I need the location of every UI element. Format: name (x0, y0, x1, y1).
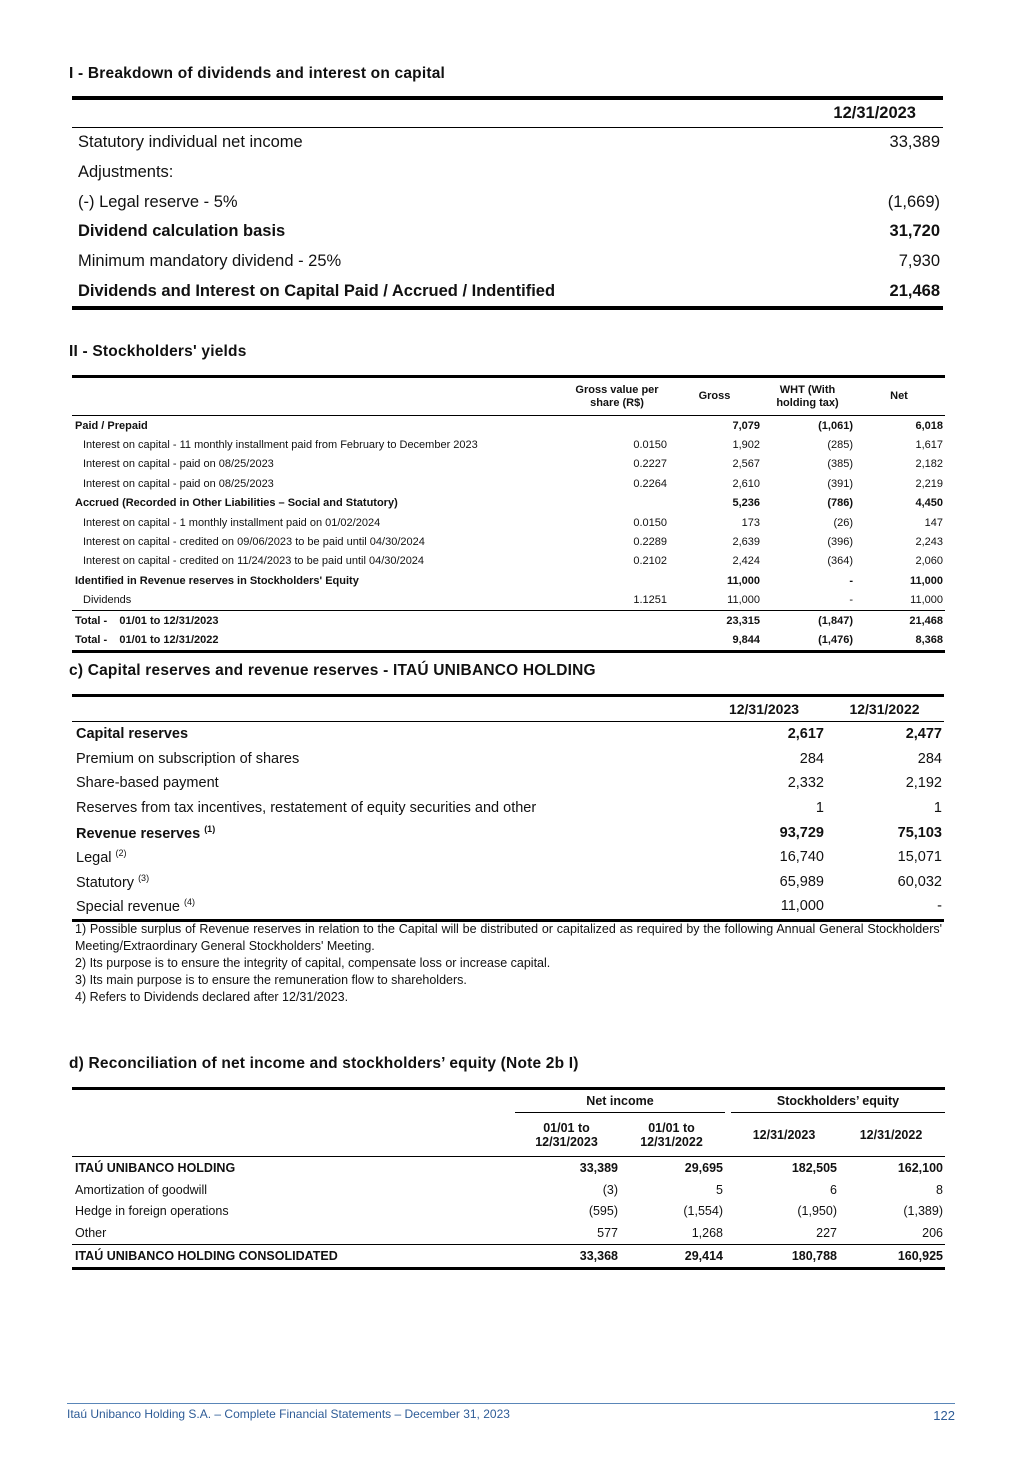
cell-wht: - (849, 574, 853, 587)
row-value: 33,389 (889, 133, 940, 152)
row-label: Reserves from tax incentives, restatement of equity securities and other (76, 800, 537, 817)
table-row (72, 276, 943, 308)
row-value: 7,930 (898, 252, 940, 271)
cell-ni-2023: 33,368 (515, 1245, 620, 1269)
footnote-ref: (1) (204, 823, 216, 834)
table-row (72, 1179, 945, 1201)
cell-net: 11,000 (910, 594, 943, 607)
table-row (72, 217, 943, 247)
cell-net: 6,018 (915, 419, 943, 432)
cell-per-share (567, 571, 669, 590)
row-label: Adjustments: (78, 163, 174, 182)
cell-2023: 11,000 (780, 898, 824, 915)
cell-eq-2022: 160,925 (839, 1245, 945, 1269)
cell-ni-2022: (1,554) (683, 1204, 723, 1219)
cell-wht: (1,847) (762, 610, 855, 630)
cell-gross: 173 (741, 516, 760, 529)
table-row (72, 870, 944, 895)
cell-2022: 75,103 (897, 824, 942, 841)
column-header-ni-2023: 01/01 to 12/31/2023 (515, 1113, 620, 1157)
cell-wht: (1,476) (818, 633, 853, 646)
table-row (72, 416, 945, 436)
row-label: Special revenue (76, 899, 180, 916)
cell-2022: 1 (933, 800, 942, 817)
cell-gross: 2,639 (732, 536, 760, 549)
row-label: Share-based payment (76, 775, 219, 792)
table-row (72, 552, 945, 571)
column-header-date: 12/31/2023 (766, 98, 943, 128)
row-label: Statutory individual net income (78, 133, 303, 152)
row-label: Paid / Prepaid (75, 419, 148, 432)
table-row (72, 771, 944, 796)
row-label: ITAÚ UNIBANCO HOLDING CONSOLIDATED (72, 1245, 515, 1269)
table-row (72, 610, 945, 630)
cell-eq-2022: (1,389) (903, 1204, 943, 1219)
row-value: 21,468 (889, 281, 940, 300)
cell-net: 147 (924, 516, 943, 529)
cell-2023: 93,729 (779, 824, 824, 841)
cell-wht: (1,061) (818, 419, 853, 432)
table-row (72, 796, 944, 821)
section3-title: c) Capital reserves and revenue reserves - ITAÚ UNIBANCO HOLDING (69, 662, 596, 679)
column-header-2023: 12/31/2023 (704, 696, 827, 722)
cell-gross: 11,000 (726, 574, 760, 587)
group-header-equity: Stockholders’ equity (731, 1089, 945, 1113)
cell-2023: 2,332 (787, 775, 824, 792)
cell-2022: 284 (917, 750, 942, 767)
cell-eq-2023: 6 (830, 1182, 837, 1197)
column-header-gross: Gross (669, 377, 762, 416)
cell-2022: - (937, 898, 942, 915)
table-row (72, 187, 943, 217)
table-row (72, 747, 944, 772)
row-label: Legal (76, 850, 112, 867)
row-label: ITAÚ UNIBANCO HOLDING (75, 1160, 236, 1175)
section4-title: d) Reconciliation of net income and stockholders’ equity (Note 2b I) (69, 1055, 579, 1072)
row-label: Dividend calculation basis (78, 222, 286, 241)
cell-eq-2022: 162,100 (897, 1160, 943, 1175)
page-number: 122 (933, 1408, 955, 1423)
row-label: Interest on capital - paid on 08/25/2023 (83, 458, 274, 471)
cell-per-share: 0.2102 (633, 555, 667, 568)
cell-per-share: 0.0150 (633, 516, 667, 529)
table-header-row (72, 98, 943, 128)
footnotes (75, 921, 942, 1006)
cell-2022: 2,477 (905, 726, 942, 743)
cell-ni-2023: (595) (588, 1204, 618, 1219)
cell-gross: 23,315 (669, 610, 762, 630)
row-value (766, 158, 943, 188)
cell-2023: 284 (799, 750, 824, 767)
table-row (72, 630, 945, 651)
table-row (72, 247, 943, 277)
row-value: 31,720 (889, 222, 940, 241)
reconciliation-table (72, 1087, 945, 1270)
row-label: Statutory (76, 874, 135, 891)
table-row (72, 571, 945, 590)
group-header-row (72, 1089, 945, 1113)
table-row (72, 894, 944, 920)
cell-net: 2,243 (915, 536, 943, 549)
table-header-row (72, 377, 945, 416)
cell-wht: (391) (827, 477, 853, 490)
row-label: (-) Legal reserve - 5% (78, 192, 238, 211)
cell-net: 2,060 (915, 555, 943, 568)
table-row (72, 820, 944, 845)
footnote-ref: (3) (138, 872, 150, 883)
table-row (72, 435, 945, 454)
footnote: 1) Possible surplus of Revenue reserves in relation to the Capital will be distributed or capitalized as required by the following Annual General Stockholders' Meeting/Extraordinary General Stockholders' Meeting. (75, 922, 942, 953)
cell-per-share (567, 610, 669, 630)
cell-2023: 2,617 (787, 726, 824, 743)
table-header-row (72, 696, 944, 722)
footnote: 2) Its purpose is to ensure the integrity of capital, compensate loss or increase capital. (75, 956, 551, 970)
row-label: Total - 01/01 to 12/31/2023 (72, 610, 567, 630)
cell-wht: - (849, 594, 853, 607)
stockholders-yields-table (72, 375, 945, 653)
column-header-ni-2022: 01/01 to 12/31/2022 (620, 1113, 725, 1157)
cell-eq-2023: 180,788 (731, 1245, 839, 1269)
table-row (72, 1222, 945, 1244)
cell-gross: 2,424 (732, 555, 760, 568)
cell-eq-2023: (1,950) (797, 1204, 837, 1219)
row-label: Hedge in foreign operations (75, 1204, 229, 1219)
row-label: Total - 01/01 to 12/31/2022 (75, 633, 219, 646)
footnote-ref: (4) (184, 897, 196, 908)
cell-wht: (285) (827, 439, 853, 452)
cell-per-share (567, 416, 669, 436)
cell-net: 21,468 (855, 610, 945, 630)
table-row (72, 591, 945, 611)
cell-ni-2023: 577 (597, 1226, 618, 1241)
column-header-eq-2023: 12/31/2023 (731, 1113, 839, 1157)
row-label: Interest on capital - credited on 11/24/2023 to be paid until 04/30/2024 (83, 555, 425, 568)
row-label: Interest on capital - 11 monthly installment paid from February to December 2023 (83, 439, 478, 452)
cell-per-share: 0.2227 (633, 458, 667, 471)
cell-eq-2023: 227 (816, 1226, 837, 1241)
row-label: Minimum mandatory dividend - 25% (78, 252, 342, 271)
footnote: 4) Refers to Dividends declared after 12/31/2023. (75, 990, 349, 1004)
cell-per-share: 0.0150 (633, 439, 667, 452)
cell-per-share (567, 494, 669, 513)
cell-gross: 7,079 (732, 419, 760, 432)
cell-per-share: 0.2264 (633, 477, 667, 490)
group-header-net-income: Net income (515, 1089, 725, 1113)
cell-ni-2023: (3) (602, 1182, 618, 1197)
cell-net: 4,450 (915, 497, 943, 510)
table-row (72, 845, 944, 870)
table-row (72, 722, 944, 747)
cell-per-share: 0.2289 (633, 536, 667, 549)
cell-gross: 9,844 (732, 633, 760, 646)
cell-net: 2,219 (915, 477, 943, 490)
column-header-2022: 12/31/2022 (827, 696, 944, 722)
column-header-gross-value: Gross value per share (R$) (567, 377, 669, 416)
cell-net: 8,368 (915, 633, 943, 646)
cell-2022: 2,192 (905, 775, 942, 792)
table-row (72, 532, 945, 551)
cell-per-share: 1.1251 (633, 594, 667, 607)
cell-wht: (364) (827, 555, 853, 568)
row-label: Capital reserves (76, 726, 189, 743)
table-row (72, 494, 945, 513)
footer-text: Itaú Unibanco Holding S.A. – Complete Financial Statements – December 31, 2023 (67, 1407, 510, 1421)
cell-per-share (567, 630, 669, 651)
row-label: Premium on subscription of shares (76, 750, 300, 767)
table-row (72, 474, 945, 493)
row-label: Identified in Revenue reserves in Stockholders' Equity (75, 574, 359, 587)
cell-gross: 5,236 (732, 497, 760, 510)
cell-ni-2022: 29,414 (620, 1245, 725, 1269)
footnote-ref: (2) (115, 848, 127, 859)
cell-ni-2022: 1,268 (691, 1226, 723, 1241)
cell-ni-2022: 5 (716, 1182, 723, 1197)
table-header-row (72, 1113, 945, 1157)
column-header-wht: WHT (With holding tax) (762, 377, 855, 416)
row-label: Dividends (83, 594, 132, 607)
cell-2023: 65,989 (779, 873, 824, 890)
dividends-breakdown-table (72, 96, 943, 310)
column-header-eq-2022: 12/31/2022 (839, 1113, 945, 1157)
cell-wht: (396) (827, 536, 853, 549)
row-label: Other (75, 1226, 107, 1241)
cell-2023: 16,740 (779, 849, 824, 866)
footnote: 3) Its main purpose is to ensure the remuneration flow to shareholders. (75, 973, 467, 987)
cell-net: 11,000 (909, 574, 943, 587)
table-row (72, 455, 945, 474)
table-row (72, 1157, 945, 1179)
cell-eq-2023: 182,505 (791, 1160, 837, 1175)
cell-2022: 15,071 (897, 849, 942, 866)
row-label: Interest on capital - paid on 08/25/2023 (83, 477, 274, 490)
cell-2023: 1 (815, 800, 824, 817)
column-header-net: Net (855, 377, 945, 416)
cell-wht: (786) (827, 497, 853, 510)
table-row (72, 128, 943, 158)
table-row (72, 1245, 945, 1269)
row-label: Revenue reserves (76, 825, 201, 842)
cell-ni-2022: 29,695 (684, 1160, 723, 1175)
footer-divider (67, 1403, 955, 1404)
row-label: Interest on capital - credited on 09/06/2023 to be paid until 04/30/2024 (83, 536, 425, 549)
cell-net: 2,182 (915, 458, 943, 471)
row-value: (1,669) (887, 192, 940, 211)
row-label: Amortization of goodwill (75, 1182, 208, 1197)
cell-gross: 11,000 (727, 594, 760, 607)
cell-gross: 1,902 (732, 439, 760, 452)
table-row (72, 513, 945, 532)
row-label: Interest on capital - 1 monthly installment paid on 01/02/2024 (83, 516, 381, 529)
cell-wht: (26) (833, 516, 853, 529)
table-row (72, 158, 943, 188)
table-row (72, 1201, 945, 1223)
cell-eq-2022: 206 (922, 1226, 943, 1241)
cell-net: 1,617 (915, 439, 943, 452)
cell-gross: 2,610 (732, 477, 760, 490)
section2-title: II - Stockholders' yields (69, 343, 247, 360)
cell-gross: 2,567 (732, 458, 760, 471)
capital-reserves-table (72, 694, 944, 922)
cell-ni-2023: 33,389 (579, 1160, 618, 1175)
row-label: Dividends and Interest on Capital Paid / Accrued / Indentified (78, 281, 556, 300)
cell-2022: 60,032 (897, 873, 942, 890)
cell-eq-2022: 8 (936, 1182, 943, 1197)
cell-wht: (385) (827, 458, 853, 471)
section1-title: I - Breakdown of dividends and interest on capital (69, 65, 446, 82)
row-label: Accrued (Recorded in Other Liabilities – Social and Statutory) (75, 497, 398, 510)
